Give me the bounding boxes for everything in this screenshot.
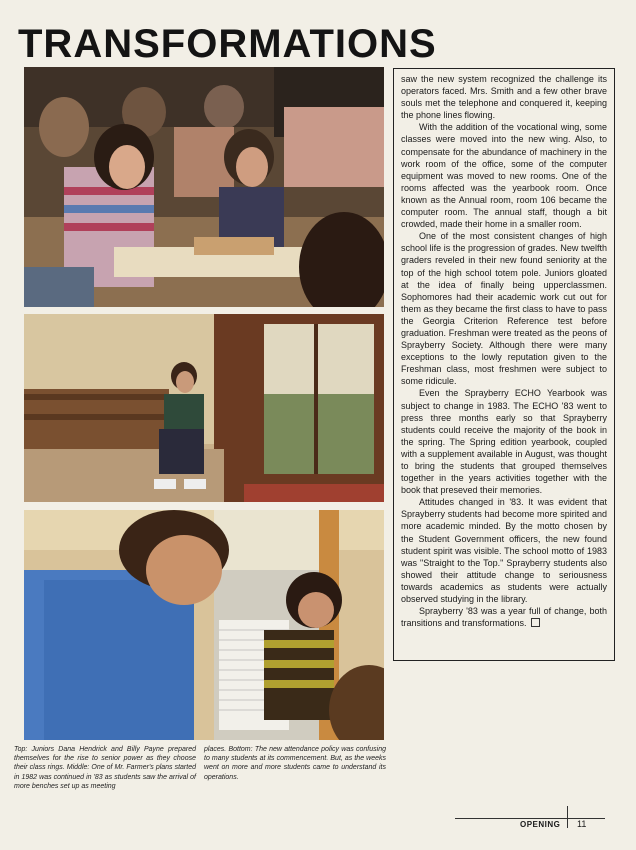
page-number: 11 <box>577 819 587 829</box>
paragraph: saw the new system recognized the challenge its operators faced. Mrs. Smith and a few other brave souls met the telephone and conquered it, keeping the phone lines flowing. <box>401 74 607 121</box>
footer-divider <box>567 806 568 828</box>
page-title: TRANSFORMATIONS <box>18 22 437 66</box>
paragraph: Attitudes changed in '83. It was evident that Sprayberry students had become more spirited and more academic minded. By the motto chosen by the Student Government officers, the new found student spirit was visible. The school motto of 1983 was "Straight to the Top." Sprayberry students also showed their attitude change to seriousness towards academics as students were actually observed studying in the library. <box>401 497 607 605</box>
photo-attendance <box>24 510 384 740</box>
footer-section: OPENING <box>520 820 561 829</box>
end-mark-icon <box>531 618 540 627</box>
photo-class-rings <box>24 67 384 307</box>
photo-caption <box>14 745 386 791</box>
paragraph: Even the Sprayberry ECHO Yearbook was subject to change in 1983. The ECHO '83 went to press three months early so that Sprayberry students could receive the majority of the book in the spring. The Spring edition yearbook, coupled with a supplement available in August, was thought to bring the students that grouped themselves together in the years activities together with the book that preseved their memories. <box>401 388 607 496</box>
article-text <box>393 68 615 661</box>
photo-bench <box>24 314 384 502</box>
paragraph: One of the most consistent changes of high school life is the progression of grades. New twelfth graders reveled in their new found seniority at the top of the high school totem pole. Juniors gloated at the idea of finally being upperclassmen. Sophomores had their academic work cut out for them as they became the first class to have to pass the Georgia Criterion Reference test before graduation. Freshman were treated as the peons of Sprayberry Society. Although there were many exceptions to the lowly reputation given to the Freshman class, most freshmen were subject to some ridicule. <box>401 231 607 387</box>
caption-left: Top: Juniors Dana Hendrick and Billy Payne prepared themselves for the rise to senior power as they choose their class rings. Middle: One of Mr. Farmer's plans started in 1982 was continued in '83 as students saw the arrival of more benches set up as meeting <box>14 746 196 790</box>
paragraph: With the addition of the vocational wing, some classes were moved into the new wing. Also, to compensate for the abundance of machinery in the work room of the office, some of the computer equipment was moved to new rooms. One of the rooms affected was the yearbook room. Once known as the Annual room, room 106 became the computer room. The annual staff, though a bit crowded, made their home in a smaller room. <box>401 122 607 230</box>
paragraph-final-text: Sprayberry '83 was a year full of change, both transitions and transformations. <box>401 606 607 629</box>
caption-right: places. Bottom: The new attendance policy was confusing to many students at its commencement. But, as the weeks went on more and more students came to understand its operations. <box>204 746 386 781</box>
paragraph-final <box>401 605 607 629</box>
